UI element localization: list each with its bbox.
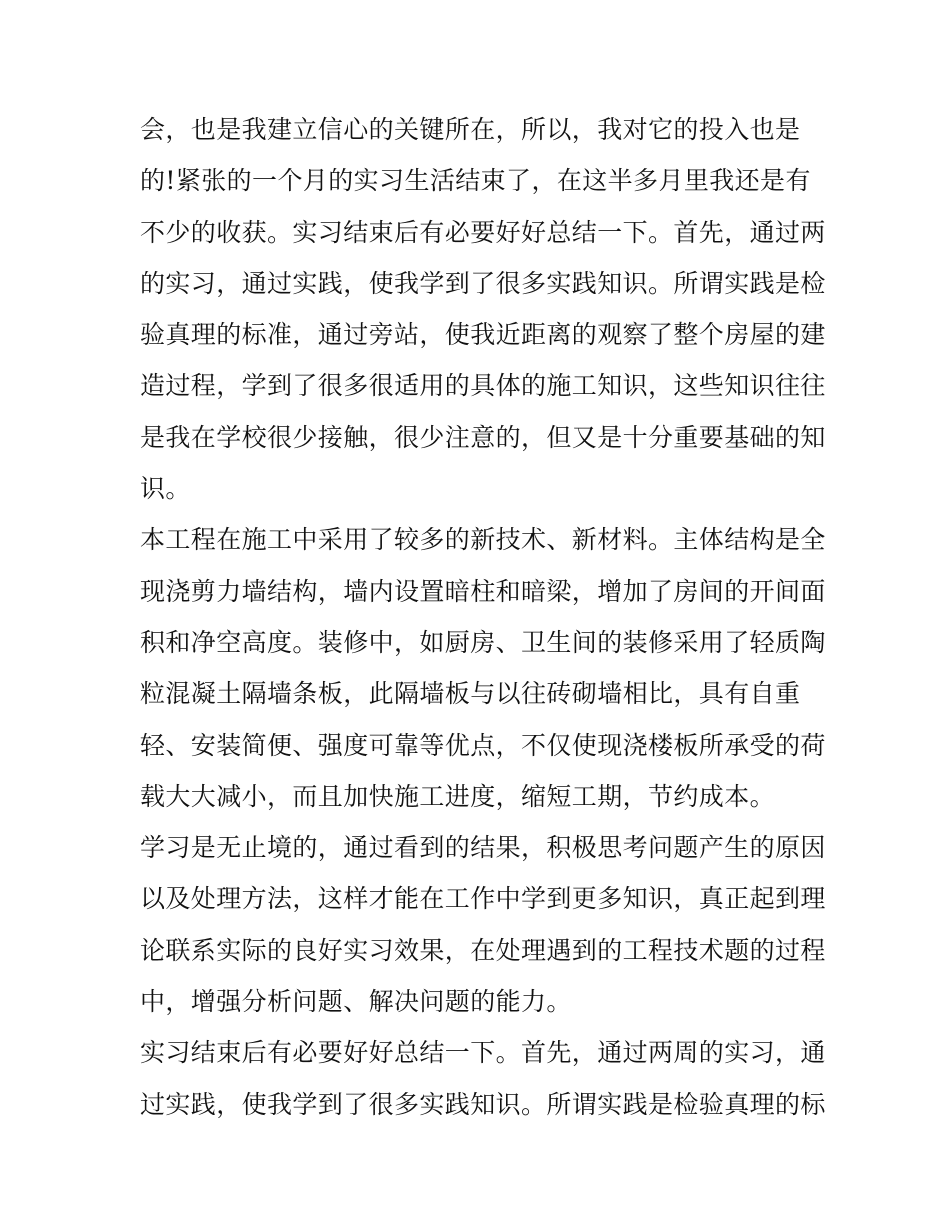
text-line: 过实践，使我学到了很多实践知识。所谓实践是检验真理的标: [140, 1089, 826, 1119]
text-line: 验真理的标准，通过旁站，使我近距离的观察了整个房屋的建: [140, 320, 826, 350]
text-line: 粒混凝土隔墙条板，此隔墙板与以往砖砌墙相比，具有自重: [140, 679, 801, 709]
text-line: 论联系实际的良好实习效果，在处理遇到的工程技术题的过程: [140, 935, 826, 965]
text-line: 识。: [140, 474, 191, 504]
text-line: 实习结束后有必要好好总结一下。首先，通过两周的实习，通: [140, 1038, 826, 1068]
text-line: 载大大减小，而且加快施工进度，缩短工期，节约成本。: [140, 781, 776, 811]
text-line: 以及处理方法，这样才能在工作中学到更多知识，真正起到理: [140, 884, 826, 914]
text-line: 不少的收获。实习结束后有必要好好总结一下。首先，通过两: [140, 217, 826, 247]
text-line: 本工程在施工中采用了较多的新技术、新材料。主体结构是全: [140, 525, 826, 555]
text-line: 会，也是我建立信心的关键所在，所以，我对它的投入也是: [140, 115, 801, 144]
text-line: 是我在学校很少接触，很少注意的，但又是十分重要基础的知: [140, 422, 826, 452]
text-line: 中，增强分析问题、解决问题的能力。: [140, 987, 572, 1017]
text-line: 轻、安装简便、强度可靠等优点，不仅使现浇楼板所承受的荷: [140, 730, 826, 760]
text-line: 造过程，学到了很多很适用的具体的施工知识，这些知识往往: [140, 371, 826, 401]
text-line: 的实习，通过实践，使我学到了很多实践知识。所谓实践是检: [140, 268, 826, 298]
text-line: 的!紧张的一个月的实习生活结束了，在这半多月里我还是有: [140, 166, 811, 196]
body-text: [140, 104, 826, 1130]
text-line: 积和净空高度。装修中，如厨房、卫生间的装修采用了轻质陶: [140, 627, 826, 657]
text-line: 现浇剪力墙结构，墙内设置暗柱和暗梁，增加了房间的开间面: [140, 576, 826, 606]
text-line: 学习是无止境的，通过看到的结果，积极思考问题产生的原因: [140, 833, 826, 863]
